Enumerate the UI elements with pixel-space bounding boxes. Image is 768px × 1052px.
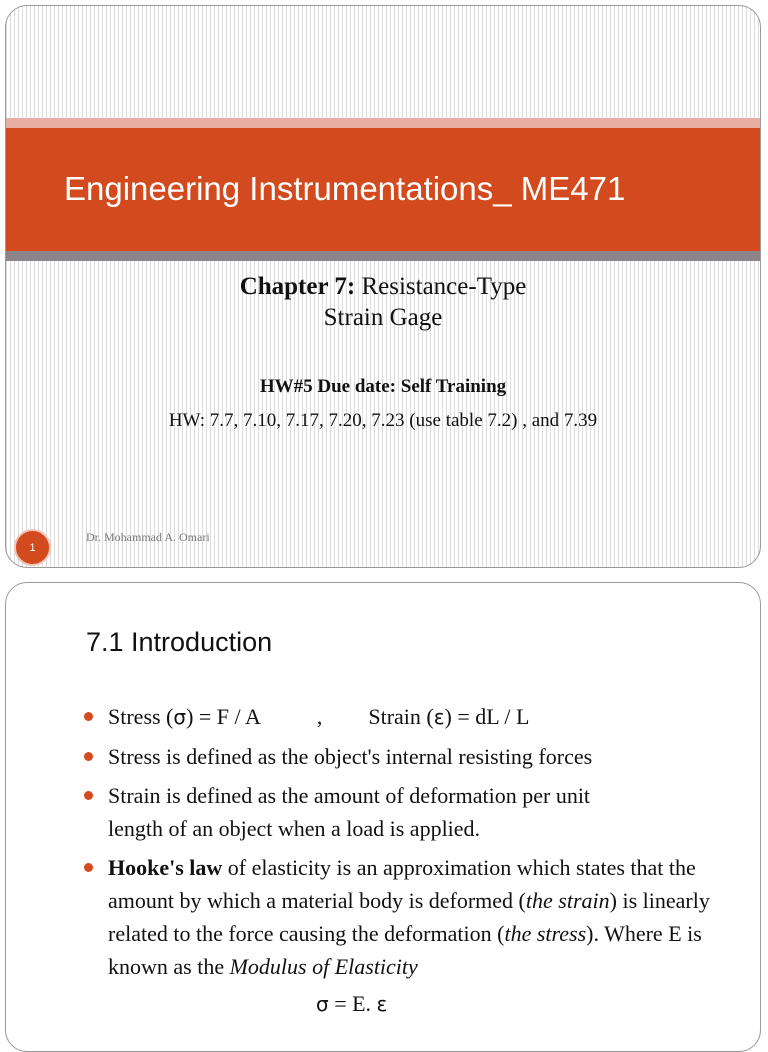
title-slide <box>5 5 761 568</box>
stress-label: Stress ( <box>108 704 174 729</box>
page-number-badge <box>14 529 51 566</box>
formula-middle: = E. <box>328 991 377 1016</box>
hookes-law-text: of elasticity is an approximation which states that the amount by which a material body is deformed ( <box>108 855 696 913</box>
author-footer: Dr. Mohammad A. Omari <box>86 530 210 544</box>
stress-formula: ) = F / A <box>186 704 261 729</box>
strain-definition-line1: Strain is defined as the amount of deformation per unit <box>108 783 591 808</box>
deck-title: Engineering Instrumentations_ ME471 <box>64 170 626 207</box>
bullet-hookes-law <box>84 851 724 983</box>
sigma-symbol: σ <box>173 705 187 729</box>
slide-title: 7.1 Introduction <box>86 627 273 657</box>
hookes-law-formula <box>316 991 387 1017</box>
page-number: 1 <box>29 541 36 554</box>
modulus-of-elasticity-term: Modulus of Elasticity <box>229 954 418 979</box>
introduction-slide <box>5 582 761 1052</box>
chapter-label: Chapter 7: <box>239 273 356 300</box>
the-strain-term: the strain <box>525 888 610 913</box>
the-stress-term: the stress <box>504 921 587 946</box>
bullet-stress-strain <box>84 700 724 734</box>
formula-sigma: σ <box>316 992 329 1016</box>
pink-accent-band <box>6 118 760 128</box>
bullet-list <box>84 700 724 989</box>
bullet-dot <box>84 752 93 761</box>
bullet-stress-definition <box>84 740 724 773</box>
bullet-strain-definition <box>84 779 724 845</box>
bullet-dot <box>84 712 93 721</box>
bullet-dot <box>84 863 93 872</box>
bullet-dot <box>84 791 93 800</box>
chapter-title: Resistance-Type <box>355 273 527 300</box>
stress-definition: Stress is defined as the object's internal resisting forces <box>108 744 593 769</box>
epsilon-symbol: ε <box>433 705 445 729</box>
strain-definition-line2: length of an object when a load is applied. <box>108 816 481 841</box>
formula-epsilon: ε <box>376 992 388 1016</box>
homework-list: HW: 7.7, 7.10, 7.17, 7.20, 7.23 (use table 7.2) , and 7.39 <box>168 410 598 431</box>
homework-title: HW#5 Due date: Self Training <box>259 376 507 397</box>
hookes-law-term: Hooke's law <box>108 855 223 880</box>
strain-label: Strain ( <box>368 704 434 729</box>
hookes-law-text-2: ) is linearly related to the force causing the deformation ( <box>108 888 710 946</box>
hookes-law-text-3: ). Where E is known as the <box>108 921 702 979</box>
strain-formula: ) = dL / L <box>444 704 530 729</box>
chapter-title-line2: Strain Gage <box>323 304 443 331</box>
separator-comma: , <box>316 704 323 729</box>
chapter-heading <box>6 271 760 333</box>
gray-accent-band <box>6 251 760 261</box>
